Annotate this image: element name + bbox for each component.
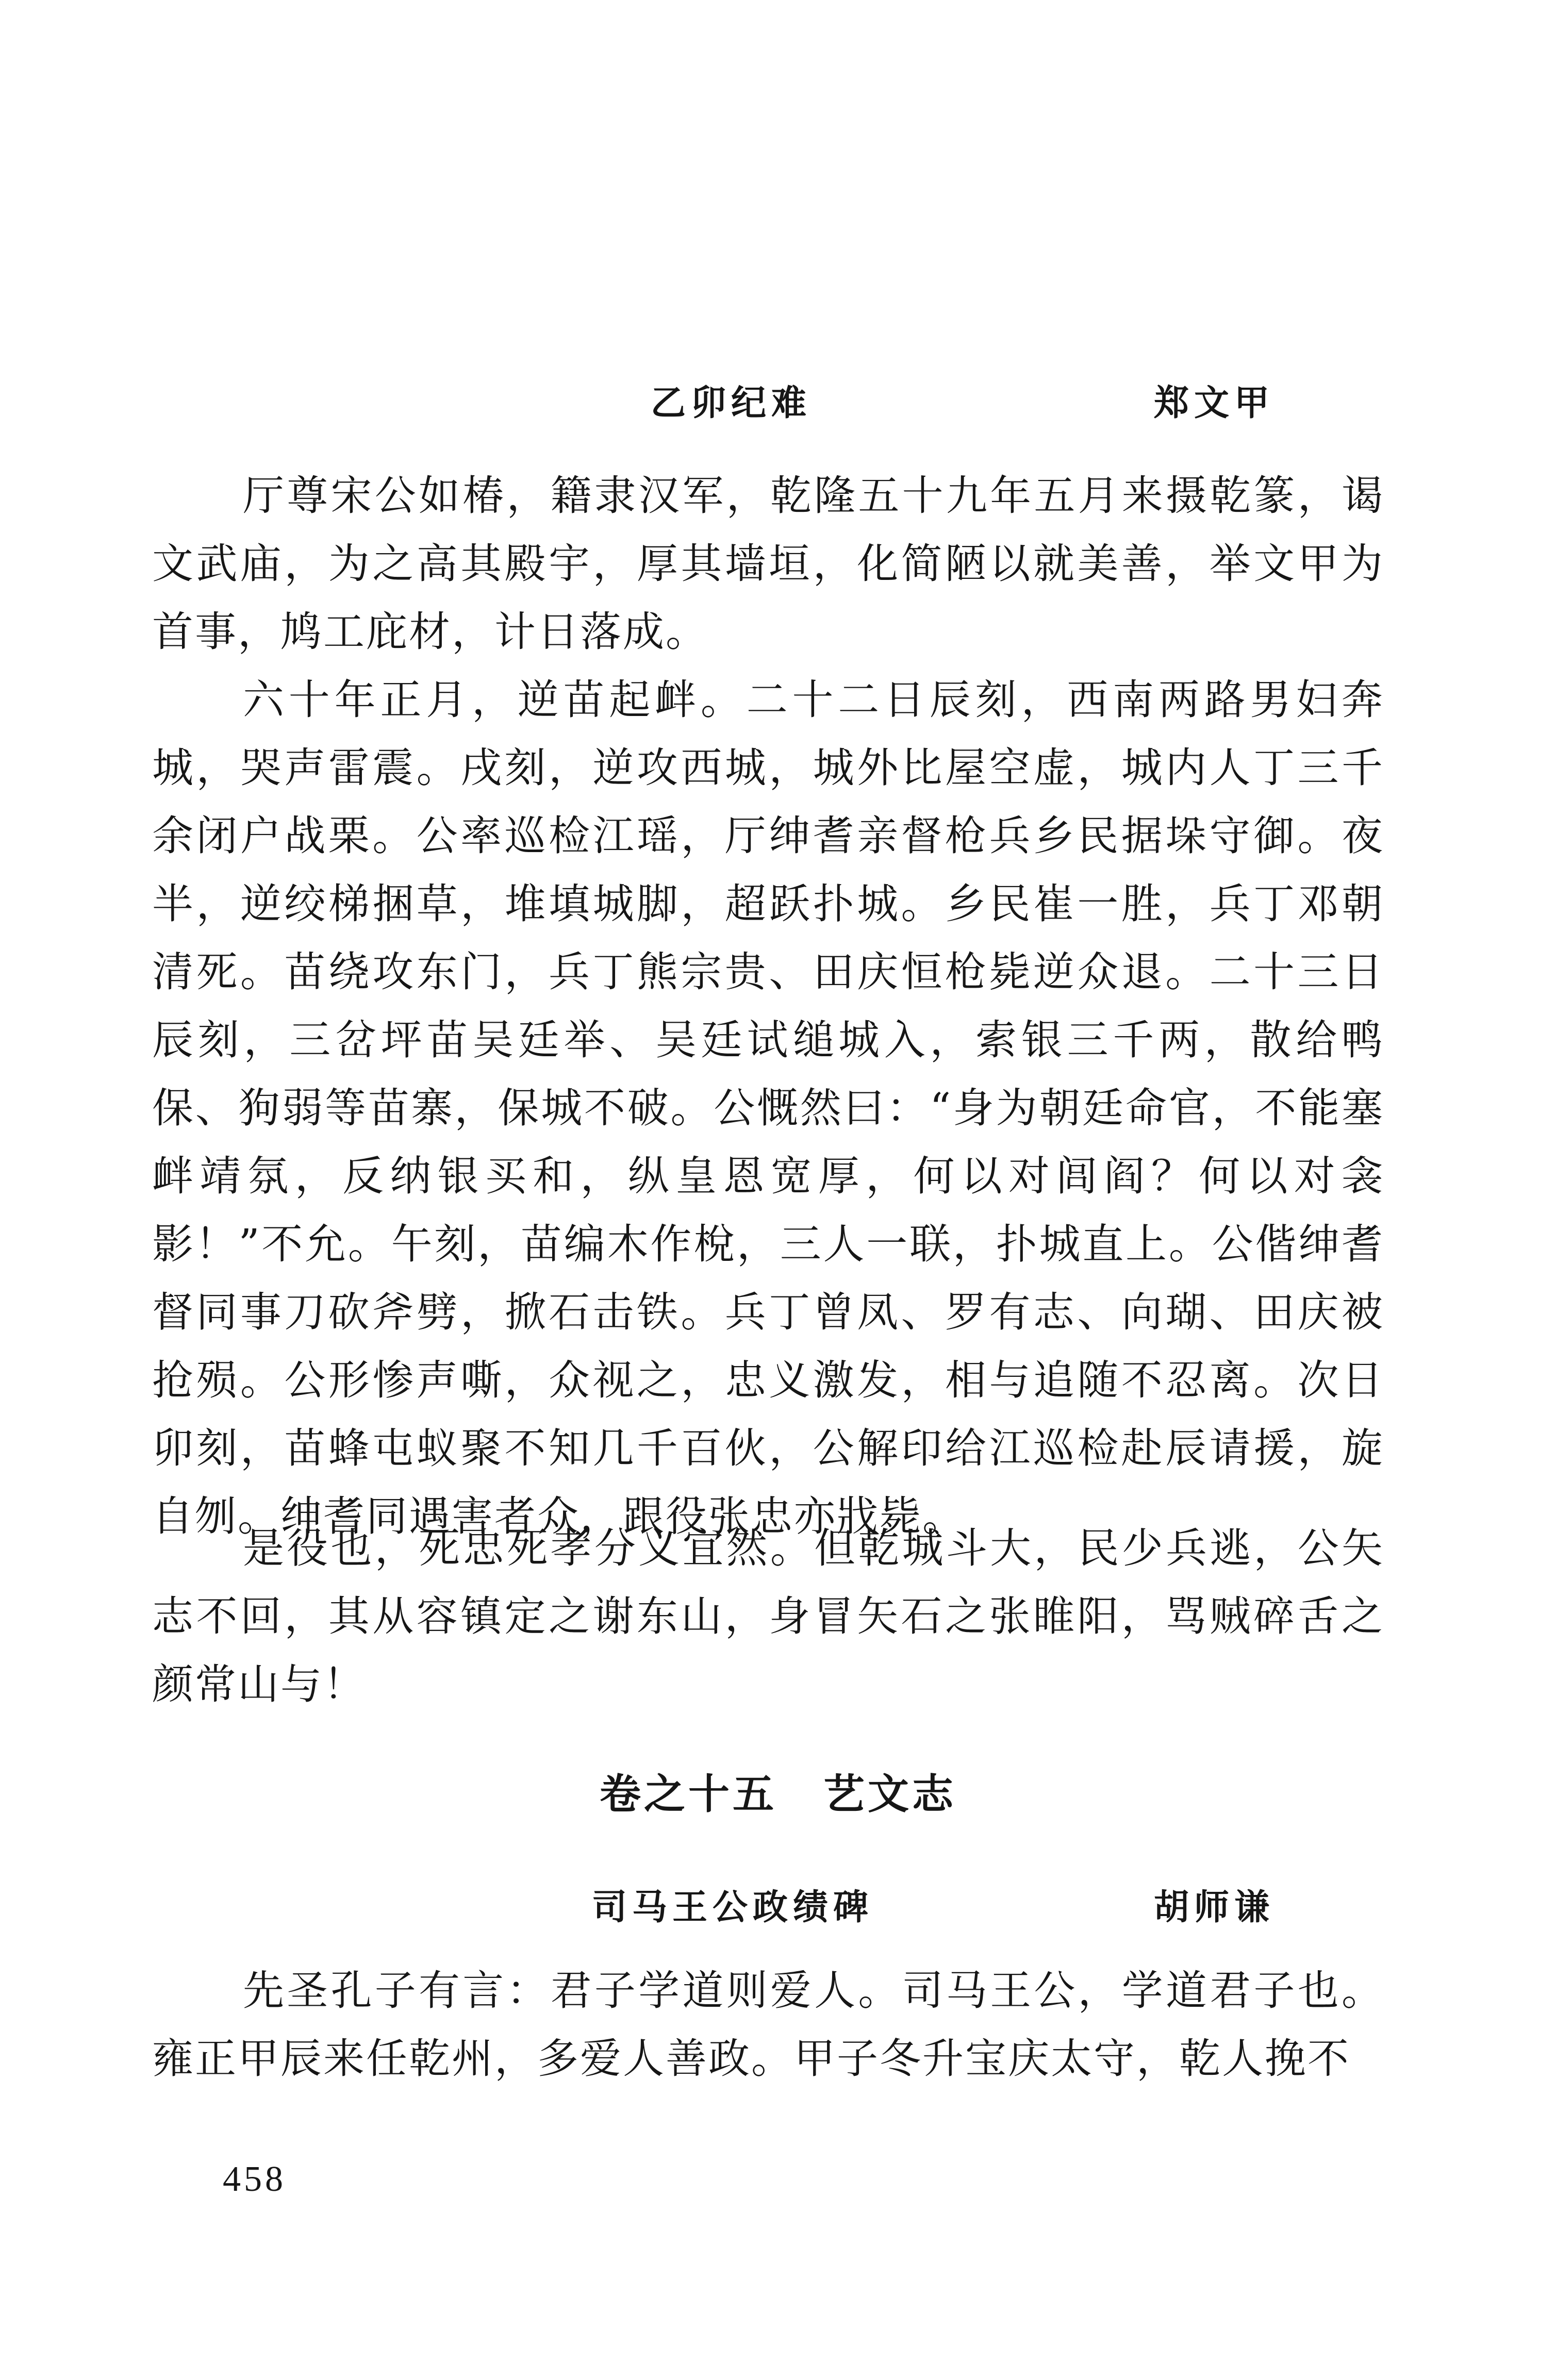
article-title: 司马王公政绩碑: [592, 1887, 874, 1928]
body-paragraph: 是役也，死忠死孝分义宜然。但乾城斗大，民少兵逃，公矢志不回，其从容镇定之谢东山，身冒矢石之张睢阳，骂贼碎舌之颜常山与！: [152, 1524, 1384, 1708]
article-author: 郑文甲: [1154, 382, 1275, 424]
page-number: 458: [223, 2159, 286, 2199]
body-paragraph: 厅尊宋公如椿，籍隶汉军，乾隆五十九年五月来摄乾篆，谒文武庙，为之高其殿宇，厚其墙垣，化简陋以就美善，举文甲为首事，鸠工庇材，计日落成。: [152, 472, 1384, 656]
article-title: 乙卯纪难: [651, 382, 812, 424]
article-author: 胡师谦: [1154, 1887, 1275, 1928]
body-paragraph: 先圣孔子有言：君子学道则爱人。司马王公，学道君子也。雍正甲辰来任乾州，多爱人善政。甲子冬升宝庆太守，乾人挽不: [152, 1967, 1384, 2083]
section-heading: [0, 1768, 1556, 1820]
section-name: 艺文志: [823, 1770, 956, 1818]
body-paragraph: 六十年正月，逆苗起衅。二十二日辰刻，西南两路男妇奔城，哭声雷震。戌刻，逆攻西城，城外比屋空虚，城内人丁三千余闭户战栗。公率巡检江瑶，厅绅耆亲督枪兵乡民据垛守御。夜半，逆绞梯捆草，堆填城脚，超跃扑城。乡民崔一胜，兵丁邓朝清死。苗绕攻东门，兵丁熊宗贵、田庆恒枪毙逆众退。二十三日辰刻，三岔坪苗吴廷举、吴廷试缒城入，索银三千两，散给鸭保、狗弱等苗寨，保城不破。公慨然曰：“身为朝廷命官，不能塞衅靖氛，反纳银买和，纵皇恩宽厚，何以对闾阎？何以对衾影！”不允。午刻，苗编木作梲，三人一联，扑城直上。公偕绅耆督同事刀砍斧劈，掀石击铁。兵丁曾凤、罗有志、向瑚、田庆被抢殒。公形惨声嘶，众视之，忠义激发，相与追随不忍离。次日卯刻，苗蜂屯蚁聚不知几千百伙，公解印给江巡检赴辰请援，旋自刎。绅耆同遇害者众，跟役张忠亦戕毙。: [152, 676, 1384, 1540]
volume-label: 卷之十五: [600, 1770, 777, 1818]
